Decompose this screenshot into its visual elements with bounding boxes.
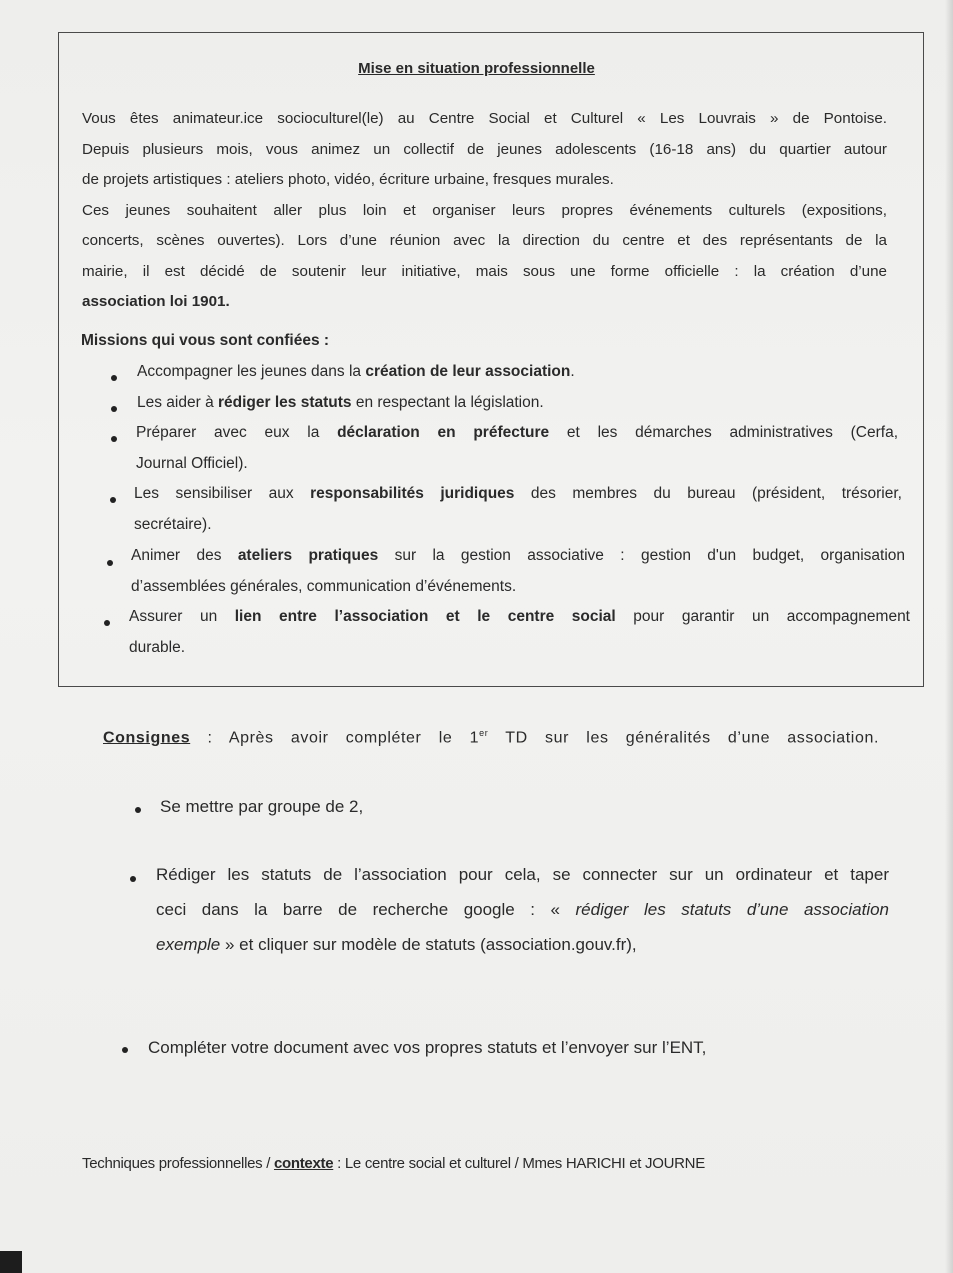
mission-line: Journal Officiel). [136,455,248,472]
mission-line: Animer des ateliers pratiques sur la gestion associative : gestion d'un budget, organisation [131,547,906,564]
consigne-item: Compléter votre document avec vos propres statuts et l’envoyer sur l’ENT, [148,1038,707,1057]
page-edge-shadow [945,0,953,1273]
intro-line: Vous êtes animateur.ice socioculturel(le) au Centre Social et Culturel « Les Louvrais » de Pontoise. [82,110,887,127]
bullet-icon [111,406,117,412]
consignes-label: Consignes [103,729,191,747]
intro-line: concerts, scènes ouvertes). Lors d’une réunion avec la direction du centre et des représentants de la [82,232,887,249]
mission-item [137,387,897,418]
bullet-icon [135,807,141,813]
page-corner-background [0,1251,22,1273]
consigne-line: ceci dans la barre de recherche google : « rédiger les statuts d’une association [156,900,890,919]
consigne-item: Se mettre par groupe de 2, [160,797,364,816]
mission-line: secrétaire). [134,516,212,533]
intro-line: Depuis plusieurs mois, vous animez un collectif de jeunes adolescents (16-18 ans) du quartier autour [82,140,887,158]
bullet-icon [110,497,116,503]
bullet-icon [130,876,136,882]
mission-item [136,417,898,479]
mission-item [137,356,897,387]
mission-line: d’assemblées générales, communication d’événements. [131,578,517,595]
missions-title: Missions qui vous sont confiées : [81,332,330,349]
intro-line: de projets artistiques : ateliers photo, vidéo, écriture urbaine, fresques murales. [82,171,614,188]
section-title: Mise en situation professionnelle [358,60,595,77]
mission-line: Les aider à rédiger les statuts en respectant la législation. [137,394,544,411]
intro-line: mairie, il est décidé de soutenir leur initiative, mais sous une forme officielle : la création d’une [82,262,887,280]
bullet-icon [107,560,113,566]
mission-item [134,478,902,540]
mission-line: durable. [129,639,186,656]
intro-line: association loi 1901. [82,293,230,310]
consigne-line: exemple » et cliquer sur modèle de statuts (association.gouv.fr), [156,935,637,954]
mission-line: Assurer un lien entre l’association et le centre social pour garantir un accompagnement [129,608,910,625]
mission-item [131,540,905,602]
bullet-icon [111,375,117,381]
mission-line: Préparer avec eux la déclaration en préfecture et les démarches administratives (Cerfa, [136,424,899,441]
bullet-icon [122,1047,128,1053]
intro-paragraph [82,104,887,318]
mission-line: Accompagner les jeunes dans la création de leur association. [137,363,575,380]
bullet-icon [104,620,110,626]
intro-line: Ces jeunes souhaitent aller plus loin et organiser leurs propres événements culturels (expositions, [82,201,887,219]
mission-line: Les sensibiliser aux responsabilités juridiques des membres du bureau (président, trésorier, [134,485,902,502]
bullet-icon [111,436,117,442]
consigne-item [156,857,889,962]
mission-item [129,601,910,663]
consignes-line: Consignes : Après avoir compléter le 1er TD sur les généralités d’une association. [103,728,879,747]
consigne-line: Rédiger les statuts de l’association pour cela, se connecter sur un ordinateur et taper [156,865,889,884]
footer-line: Techniques professionnelles / contexte : Le centre social et culturel / Mmes HARICHI et JOURNE [82,1155,705,1172]
